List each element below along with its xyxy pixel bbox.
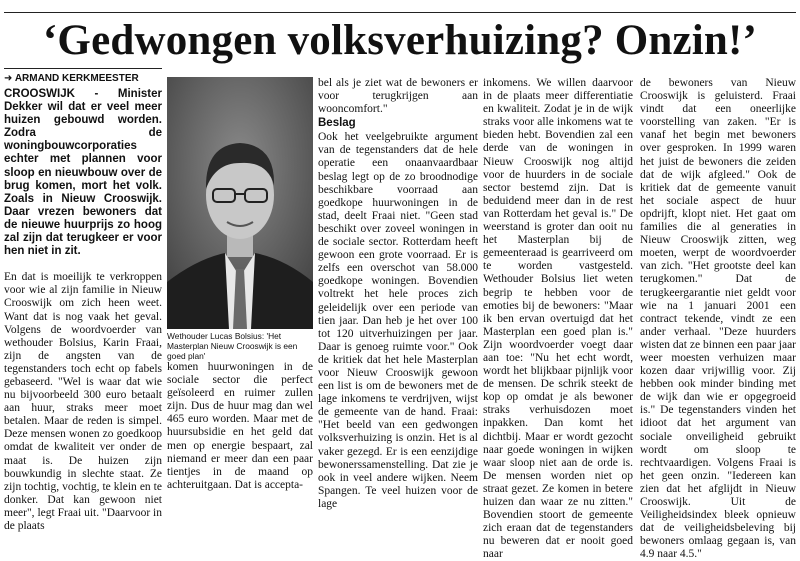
byline-rule bbox=[4, 68, 162, 69]
column-1-text: En dat is moeilijk te verkroppen voor wie al zijn familie in Nieuw Crooswijk om zich heen weet. Want dat is nog vaak het geval. Volgens de woordvoerder van wethouder Bolsius, Karin Fraai, zijn de angsten van de tegenstanders toch echt op fabels gebaseerd. "Wel is waar dat wie nu bijvoorbeeld 300 euro betaalt aan huur, straks meer moet betalen. Maar de reden is simpel. Deze mensen wonen zo goedkoop omdat de kwaliteit ver onder de maat is. De huizen zijn bouwkundig in slechte staat. Ze zijn tochtig, vochtig, te klein en te donker. Dat kan gewoon niet meer", legt Fraai uit. "Daarvoor in de plaats bbox=[4, 271, 162, 532]
column-5 bbox=[640, 77, 796, 561]
column-3-intro: bel als je ziet wat de bewoners er voor terugkrijgen aan wooncomfort." bbox=[318, 77, 478, 116]
photo-caption: Wethouder Lucas Bolsius: 'Het Masterplan Nieuw Crooswijk is een goed plan' bbox=[167, 331, 298, 361]
arrow-icon: ➜ bbox=[4, 73, 13, 84]
lead-paragraph: CROOSWIJK - Minister Dekker wil dat er veel meer huizen gebouwd worden. Zodra de woningbouwcorporaties echter met plannen voor sloop en nieuwbouw over de brug komen, mort het volk. Zoals in Nieuw Crooswijk. Daar vrezen bewoners dat de nieuwe huurprijs zo hoog zal zijn dat terugkeer er voor hen niet in zit. bbox=[4, 88, 162, 258]
column-5-text: de bewoners van Nieuw Crooswijk is geluisterd. Fraai vindt dat een oneerlijke voorstelling van zaken. "Er is vanaf het begin met bewoners over gesproken. In 1999 waren het juist de bewoners die zeiden dat de wijk afgleed." Ook de kritiek dat de gemeente vanuit het sociale aspect de huur opdrijft, klopt niet. Het gaat om families die al generaties in Nieuw Crooswijk zitten, weg moeten, werpt de woordvoerder van zich. "Het grootste deel kan terugkomen." Dat de terugkeergarantie niet geldt voor wie na 1 januari 2001 een contract tekende, vindt ze een ander verhaal. "Deze huurders wisten dat ze binnen een paar jaar weer moesten verhuizen maar kozen daar vrijwillig voor. Zij hebben ook minder binding met de wijk dan wie er opgegroeid is." De tegenstanders vinden het idioot dat het argument van sociale onveiligheid gebruikt wordt om sloop te rechtvaardigen. Volgens Fraai is het geen onzin. "Iedereen kan zien dat het afglijdt in Nieuw Crooswijk. Uit de Veiligheidsindex bleek opnieuw dat de veiligheidsbeleving bij bewoners omlaag gegaan is, van 4.9 naar 4.5." bbox=[640, 77, 796, 561]
column-3-text: Ook het veelgebruikte argument van de tegenstanders dat de hele operatie een onaanvaardbaar beslag legt op de zo broodnodige beschikbare voorraad aan goedkope huurwoningen in de stad, deelt Fraai niet. "Geen stad beschikt over zoveel woningen in de sociale sector. Rotterdam heeft gewoon een grote voorraad. Er is zelfs een overschot van 58.000 goedkope woningen. Bovendien voltrekt het hele proces zich geleidelijk over een periode van tien jaar. Dan heb je het over 100 tot 120 uitverhuizingen per jaar. Daar is genoeg ruimte voor." Ook de kritiek dat het hele Masterplan voor Nieuw Crooswijk gewoon een list is om de bewoners met de lage inkomens te verdrijven, wijst de gemeente van de hand. Fraai: "Het beeld van een gedwongen volksverhuizing is onzin. Het is al vaker gezegd. Er is een eenzijdige bewonerssamenstelling. Dat zie je ook in veel andere wijken. Neem Spangen. Te veel huizen voor de lage bbox=[318, 131, 478, 510]
portrait-photo bbox=[167, 77, 313, 329]
byline bbox=[4, 73, 164, 85]
column-2 bbox=[167, 361, 313, 491]
column-1 bbox=[4, 88, 162, 532]
column-2-text: komen huurwoningen in de sociale sector die perfect geïsoleerd en ruimer zullen zijn. Dus de huur mag dan wel 465 euro worden. Maar met de huursubsidie en het geld dat men op energie bespaart, zal niemand er meer dan een paar tientjes in de maand op achteruitgaan. Dat is accepta- bbox=[167, 361, 313, 491]
headline: ‘Gedwongen volksverhuizing? Onzin!’ bbox=[42, 17, 758, 64]
column-4-text: inkomens. We willen daarvoor in de plaats meer differentiatie en kwaliteit. Zodat je in de wijk straks voor alle inkomens wat te bieden hebt. Bovendien zal een derde van de woningen in Nieuw Crooswijk nog altijd voor de huurders in de sociale sector bestemd zijn. Dat is beduidend meer dan in de rest van Rotterdam het geval is." De weerstand is groter dan ooit nu het Masterplan bij de gemeenteraad is gearriveerd om te worden vastgesteld. Wethouder Bolsius liet weten begrip te hebben voor de emoties bij de bewoners: "Maar ik ben ervan overtuigd dat het Masterplan een goed plan is." Zijn woordvoerder voegt daar aan toe: "Nu het echt wordt, wordt het blijkbaar pijnlijk voor de mensen. De schrik steekt de kop op omdat je als bewoner straks verhuisdozen moet inpakken. Dan komt het dichtbij. Maar er wordt gezocht naar goede woningen in wijken waar sloop niet aan de orde is. De mensen worden niet op straat gezet. Ze komen in betere huizen dan waar ze nu zitten." Bovendien stoort de gemeente zich eraan dat de tegenstanders nu beweren dat er nooit goed naar bbox=[483, 77, 633, 561]
top-rule bbox=[4, 12, 796, 13]
subheading: Beslag bbox=[318, 117, 356, 130]
column-3 bbox=[318, 77, 478, 510]
column-4 bbox=[483, 77, 633, 561]
byline-author: ARMAND KERKMEESTER bbox=[14, 73, 139, 84]
portrait-image bbox=[167, 77, 313, 329]
